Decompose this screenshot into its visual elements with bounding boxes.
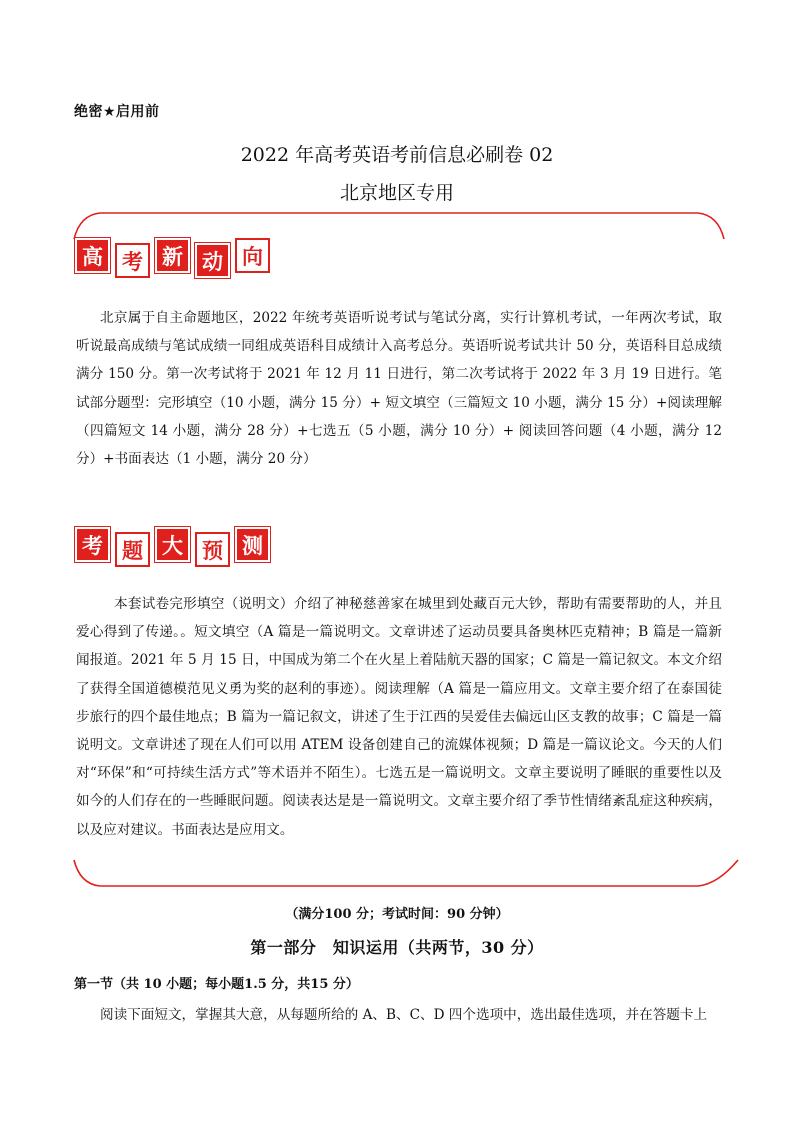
bottom-decorative-arc [0, 854, 794, 894]
badge-char: 高 [75, 238, 110, 273]
badge-char: 新 [155, 238, 190, 273]
badge-char: 动 [195, 243, 230, 278]
badge-new-trends [75, 233, 270, 278]
badge-char: 考 [75, 527, 110, 562]
secret-label: 绝密★启用前 [74, 104, 160, 120]
page-title: 2022 年高考英语考前信息必刷卷 02 [240, 144, 554, 166]
badge-char: 测 [235, 527, 270, 562]
new-trends-paragraph: 北京属于自主命题地区，2022 年统考英语听说考试与笔试分离，实行计算机考试，一年两次考试，取听说最高成绩与笔试成绩一同组成英语科目成绩计入高考总分。英语听说考试共计 50 分，英语科目总成绩满分 150 分。第一次考试将于 2021 年 12 月 11 日进行，第二次考试将于 2022 年 3 月 19 日进行。笔试部分题型：完形填空（10 小题，满分 15 分）+ 短文填空（三篇短文 10 小题，满分 15 分）+阅读理解（四篇短文 14 小题，满分 28 分）+七选五（5 小题，满分 10 分）+ 阅读回答问题（4 小题，满分 12 分）+书面表达（1 小题，满分 20 分） [76, 310, 722, 468]
badge-predictions [75, 522, 270, 567]
badge-char: 预 [195, 532, 230, 567]
badge-char: 题 [115, 532, 150, 567]
badge-char: 考 [115, 243, 150, 278]
section-title: 第一节（共 10 小题；每小题1.5 分，共15 分） [74, 977, 359, 992]
badge-char: 大 [155, 527, 190, 562]
instruction-text: 阅读下面短文，掌握其大意，从每题所给的 A、B、C、D 四个选项中，选出最佳选项，并在答题卡上 [100, 1007, 708, 1023]
page-subtitle: 北京地区专用 [339, 182, 454, 204]
exam-info: （满分100 分；考试时间：90 分钟） [285, 907, 509, 922]
predictions-paragraph: 本套试卷完形填空（说明文）介绍了神秘慈善家在城里到处藏百元大钞，帮助有需要帮助的人，并且爱心得到了传递。。短文填空（A 篇是一篇说明文。文章讲述了运动员要具备奥林匹克精神；B 篇是一篇新闻报道。2021 年 5 月 15 日，中国成为第二个在火星上着陆航天器的国家；C 篇是一篇记叙文。本文介绍了获得全国道德模范见义勇为奖的赵利的事迹）。阅读理解（A 篇是一篇应用文。文章主要介绍了在泰国徒步旅行的四个最佳地点；B 篇为一篇记叙文，讲述了生于江西的吴爱佳去偏远山区支教的故事；C 篇是一篇说明文。文章讲述了现在人们可以用 ATEM 设备创建自己的流媒体视频；D 篇是一篇议论文。今天的人们对“环保”和“可持续生活方式”等术语并不陌生）。七选五是一篇说明文。文章主要说明了睡眠的重要性以及如今的人们存在的一些睡眠问题。阅读表达是是一篇说明文。文章主要介绍了季节性情绪紊乱症这种疾病，以及应对建议。书面表达是应用文。 [76, 596, 722, 838]
part-title: 第一部分 知识运用（共两节，30 分） [250, 938, 544, 957]
badge-char: 向 [235, 238, 270, 273]
